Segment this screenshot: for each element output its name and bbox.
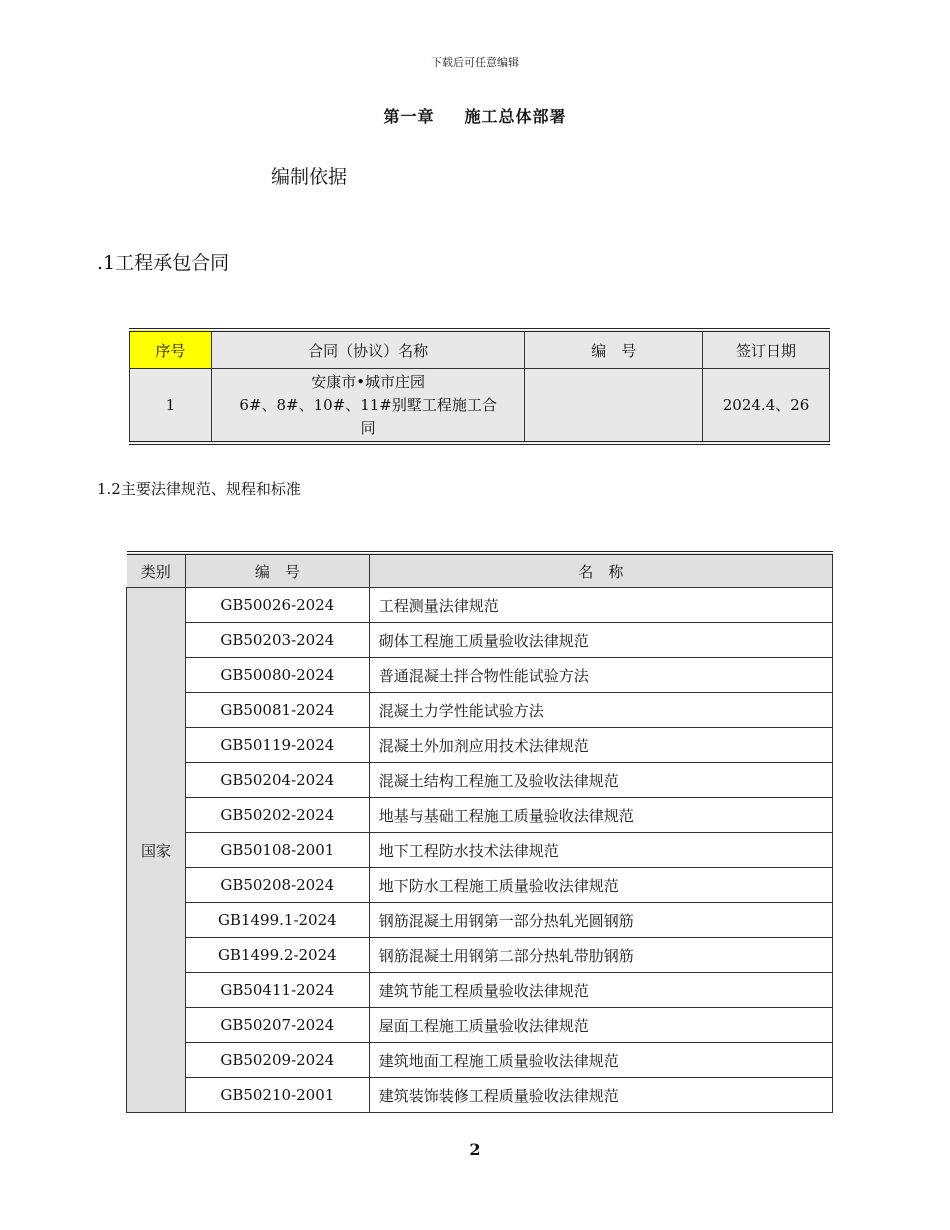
table-row: [127, 973, 833, 1008]
standard-code: GB50208-2024: [185, 868, 369, 903]
standard-name: 地下工程防水技术法律规范: [369, 833, 832, 868]
standard-name: 工程测量法律规范: [369, 588, 832, 623]
table-row: [127, 1043, 833, 1078]
contract-code: [525, 369, 703, 444]
standard-name: 钢筋混凝土用钢第一部分热轧光圆钢筋: [369, 903, 832, 938]
standard-name: 建筑装饰装修工程质量验收法律规范: [369, 1078, 832, 1113]
standard-code: GB50210-2001: [185, 1078, 369, 1113]
standard-name: 屋面工程施工质量验收法律规范: [369, 1008, 832, 1043]
table-row: [127, 798, 833, 833]
table-row: [127, 1008, 833, 1043]
table-row: [127, 1078, 833, 1113]
standard-code: GB50203-2024: [185, 623, 369, 658]
standard-code: GB50209-2024: [185, 1043, 369, 1078]
contract-name-line: 6#、8#、10#、11#别墅工程施工合: [239, 395, 497, 414]
header-standard-name: 名 称: [369, 553, 832, 588]
contract-table-row: [130, 369, 830, 444]
standard-name: 建筑节能工程质量验收法律规范: [369, 973, 832, 1008]
table-row: [127, 833, 833, 868]
header-sign-date: 签订日期: [703, 330, 830, 369]
contract-name-line: 同: [360, 418, 376, 437]
table-row: [127, 658, 833, 693]
table-row: [127, 623, 833, 658]
standard-name: 普通混凝土拌合物性能试验方法: [369, 658, 832, 693]
standard-name: 混凝土结构工程施工及验收法律规范: [369, 763, 832, 798]
standard-name: 地基与基础工程施工质量验收法律规范: [369, 798, 832, 833]
table-row: [127, 693, 833, 728]
standard-code: GB50119-2024: [185, 728, 369, 763]
standard-code: GB1499.2-2024: [185, 938, 369, 973]
standard-name: 混凝土力学性能试验方法: [369, 693, 832, 728]
section-heading-basis: 编制依据: [271, 166, 348, 188]
table-row: [127, 868, 833, 903]
standard-code: GB50108-2001: [185, 833, 369, 868]
table-row: [127, 903, 833, 938]
header-category: 类别: [127, 553, 186, 588]
table-row: [127, 938, 833, 973]
chapter-number: 第一章: [383, 107, 435, 126]
contract-table-header-row: [130, 330, 830, 369]
section-heading-standards: 1.2主要法律规范、规程和标准: [97, 480, 301, 498]
standards-table-header-row: [127, 553, 833, 588]
header-standard-code: 编 号: [185, 553, 369, 588]
header-contract-name: 合同（协议）名称: [211, 330, 525, 369]
contract-name: [211, 369, 525, 444]
standard-name: 地下防水工程施工质量验收法律规范: [369, 868, 832, 903]
page-number: 2: [469, 1140, 481, 1159]
standard-name: 砌体工程施工质量验收法律规范: [369, 623, 832, 658]
contract-name-line: 安康市•城市庄园: [311, 372, 426, 391]
section-heading-contract: .1工程承包合同: [97, 252, 230, 274]
standards-table: [126, 551, 833, 1113]
chapter-title: 施工总体部署: [464, 107, 567, 126]
page-header-note: 下载后可任意编辑: [431, 56, 519, 69]
standard-code: GB50411-2024: [185, 973, 369, 1008]
header-serial: 序号: [130, 330, 212, 369]
contract-date: 2024.4、26: [703, 369, 830, 444]
category-cell: 国家: [127, 588, 186, 1113]
standard-code: GB50202-2024: [185, 798, 369, 833]
table-row: [127, 763, 833, 798]
standard-name: 建筑地面工程施工质量验收法律规范: [369, 1043, 832, 1078]
standard-code: GB50080-2024: [185, 658, 369, 693]
standard-code: GB50026-2024: [185, 588, 369, 623]
contract-serial: 1: [130, 369, 212, 444]
standard-code: GB1499.1-2024: [185, 903, 369, 938]
standard-code: GB50081-2024: [185, 693, 369, 728]
contract-table: [129, 328, 830, 445]
standard-code: GB50204-2024: [185, 763, 369, 798]
table-row: [127, 588, 833, 623]
standard-name: 混凝土外加剂应用技术法律规范: [369, 728, 832, 763]
standard-code: GB50207-2024: [185, 1008, 369, 1043]
header-code: 编 号: [525, 330, 703, 369]
standard-name: 钢筋混凝土用钢第二部分热轧带肋钢筋: [369, 938, 832, 973]
table-row: [127, 728, 833, 763]
chapter-heading: [0, 104, 950, 127]
